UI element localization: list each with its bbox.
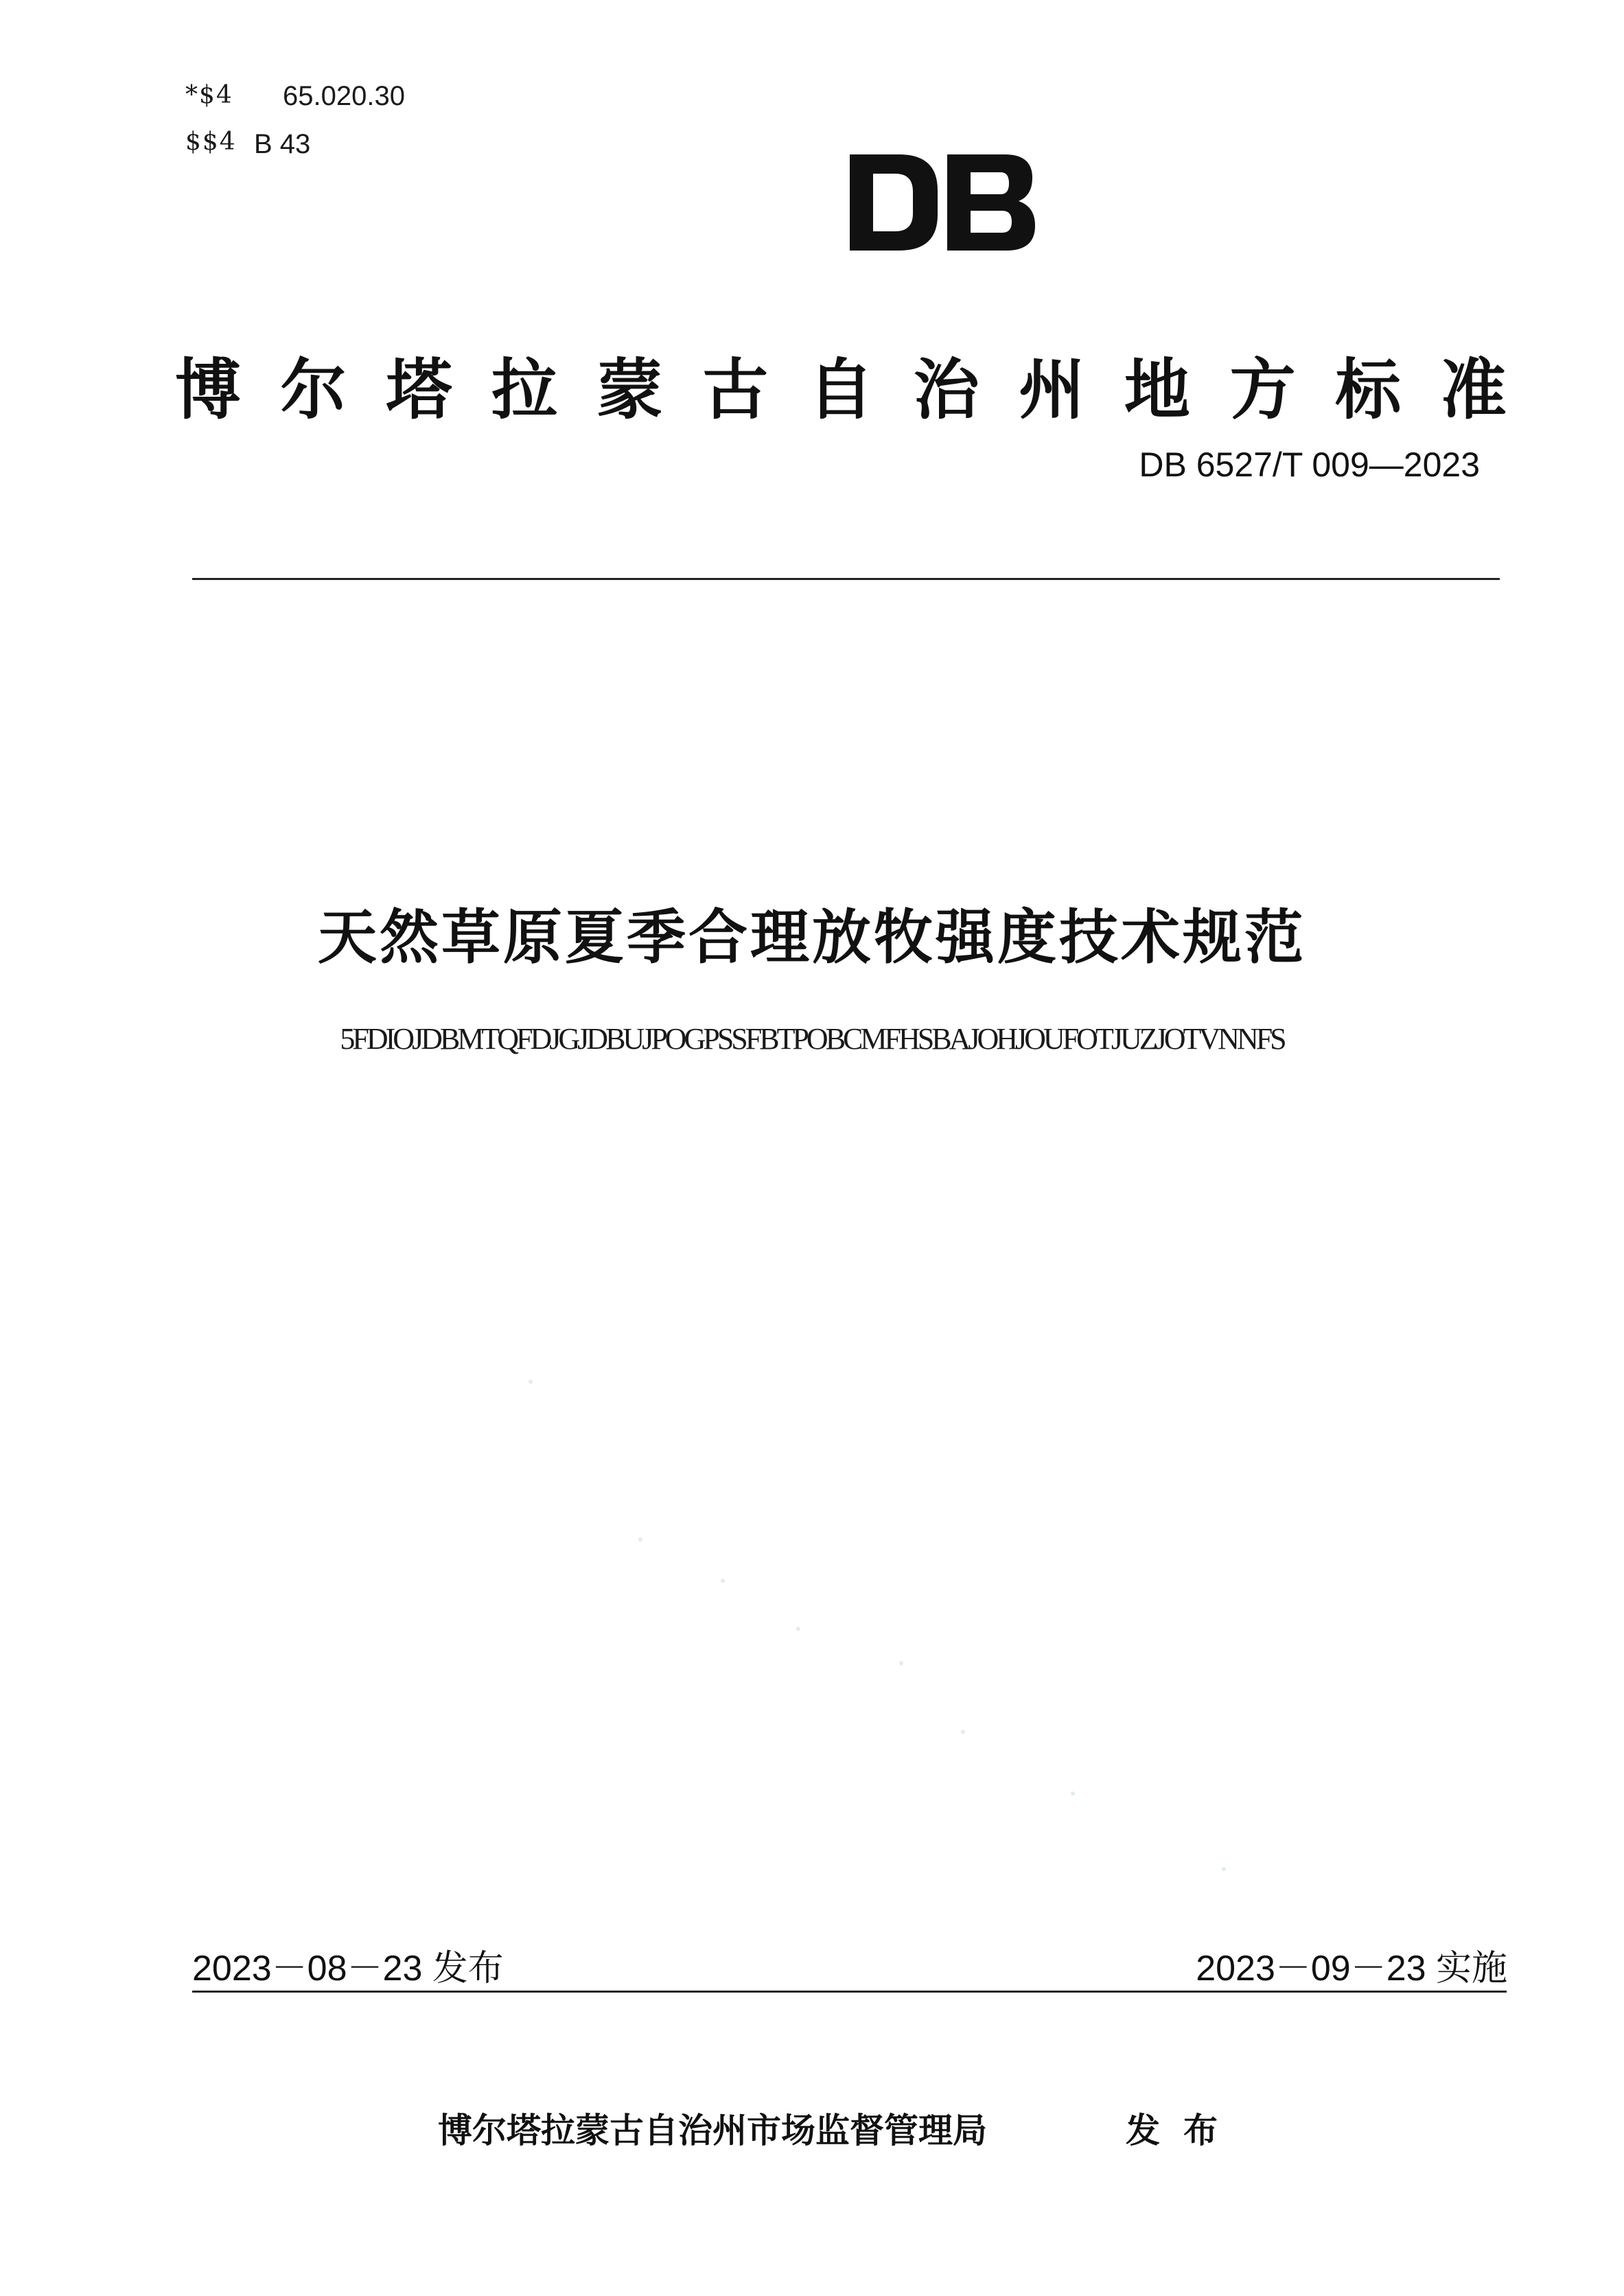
issuer-title-char: 博 [175, 351, 241, 428]
issuer-title-char: 自 [807, 351, 874, 428]
issuer-title-char: 地 [1124, 351, 1190, 428]
standard-title-english: 5FDIOJDBMTQFDJGJDBUJPOGPSSFBTPOBCMFHSBAJOHJOUFOTJUZJOTVNNFS [340, 1022, 1284, 1056]
document-number: DB 6527/T 009—2023 [1139, 445, 1480, 484]
issuer-title-char: 标 [1335, 351, 1402, 428]
release-date: 2023－08－23 发布 [192, 1949, 504, 1988]
effective-date: 2023－09－23 实施 [1196, 1949, 1507, 1988]
issuer-title [175, 351, 1507, 428]
header-divider [192, 578, 1500, 580]
ccs-label: $$4 [185, 128, 237, 156]
ics-code: 65.020.30 [283, 81, 405, 111]
ics-label: *$4 [185, 81, 233, 109]
issuer-title-char: 治 [913, 351, 979, 428]
logo-letter-b [947, 154, 1035, 251]
issuer-title-char: 拉 [491, 351, 557, 428]
issuer-title-char: 塔 [386, 351, 452, 428]
issuing-organization: 博尔塔拉蒙古自治州市场监督管理局 [438, 2111, 987, 2150]
issuer-title-char: 蒙 [596, 351, 663, 428]
issuer-title-char: 尔 [280, 351, 347, 428]
ccs-code: B 43 [254, 129, 311, 159]
standard-title: 天然草原夏季合理放牧强度技术规范 [318, 903, 1306, 972]
footer-divider [192, 1991, 1507, 1993]
issuer-title-char: 方 [1229, 351, 1296, 428]
issuer-title-char: 准 [1440, 351, 1507, 428]
issuer-title-char: 州 [1019, 351, 1085, 428]
db-logo [850, 154, 1035, 251]
logo-letter-d [850, 154, 938, 251]
issue-action: 发布 [1126, 2111, 1241, 2150]
issuer-title-char: 古 [702, 351, 769, 428]
